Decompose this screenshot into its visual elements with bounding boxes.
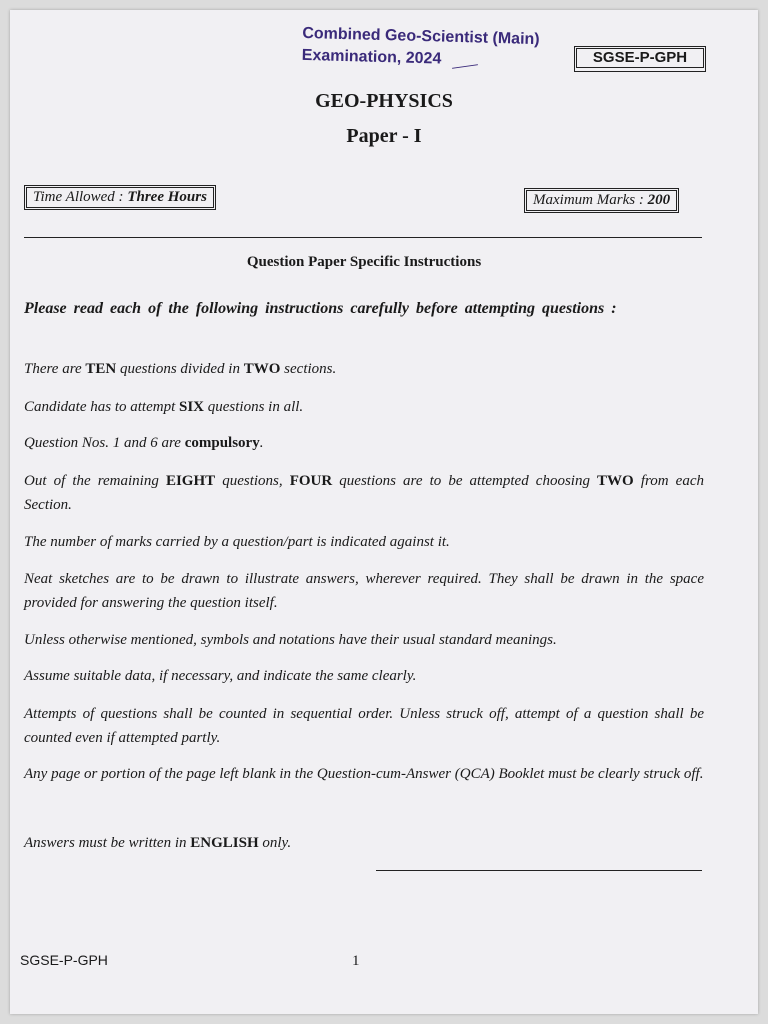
time-value: Three Hours xyxy=(127,189,207,205)
stamp-line-1: Combined Geo-Scientist (Main) xyxy=(302,24,540,49)
instruction-item: Answers must be written in ENGLISH only. xyxy=(24,835,292,851)
instruction-item: The number of marks carried by a question/part is indicated against it. xyxy=(24,534,450,550)
instruction-item: Assume suitable data, if necessary, and indicate the same clearly. xyxy=(24,668,417,684)
stamp-line-2: Examination, 2024 xyxy=(301,46,442,68)
instruction-item: Any page or portion of the page left blank in the Question-cum-Answer (QCA) Booklet must be clearly struck off. xyxy=(24,766,704,782)
instructions-heading: Question Paper Specific Instructions xyxy=(246,254,482,270)
paper-title: Paper - I xyxy=(346,125,422,147)
page-number: 1 xyxy=(352,953,360,969)
footer-paper-code: SGSE-P-GPH xyxy=(20,952,108,968)
maximum-marks-box xyxy=(524,188,679,213)
instruction-item: Neat sketches are to be drawn to illustrate answers, wherever required. They shall be drawn in the space provided for answering the question itself. xyxy=(24,571,704,611)
instructions-intro: Please read each of the following instructions carefully before attempting questions : xyxy=(24,300,617,317)
instruction-item: Out of the remaining EIGHT questions, FOUR questions are to be attempted choosing TWO from each Section. xyxy=(24,473,704,513)
paper-code-box xyxy=(574,46,706,72)
time-allowed-box xyxy=(24,185,216,210)
instruction-item: Candidate has to attempt SIX questions in all. xyxy=(24,399,304,415)
instruction-item: Attempts of questions shall be counted in sequential order. Unless struck off, attempt of a question shall be counted even if attempted partly. xyxy=(24,706,704,746)
divider-top xyxy=(24,237,702,238)
paper-code: SGSE-P-GPH xyxy=(576,48,704,68)
time-label: Time Allowed : xyxy=(33,189,128,205)
divider-bottom xyxy=(376,870,702,871)
marks-value: 200 xyxy=(647,192,671,208)
instruction-item: Question Nos. 1 and 6 are compulsory. xyxy=(24,435,264,451)
marks-label: Maximum Marks : xyxy=(533,192,648,208)
exam-stamp xyxy=(301,23,539,73)
instruction-item: There are TEN questions divided in TWO sections. xyxy=(24,361,337,377)
instruction-item: Unless otherwise mentioned, symbols and notations have their usual standard meanings. xyxy=(24,632,557,648)
subject-title: GEO-PHYSICS xyxy=(315,90,453,112)
